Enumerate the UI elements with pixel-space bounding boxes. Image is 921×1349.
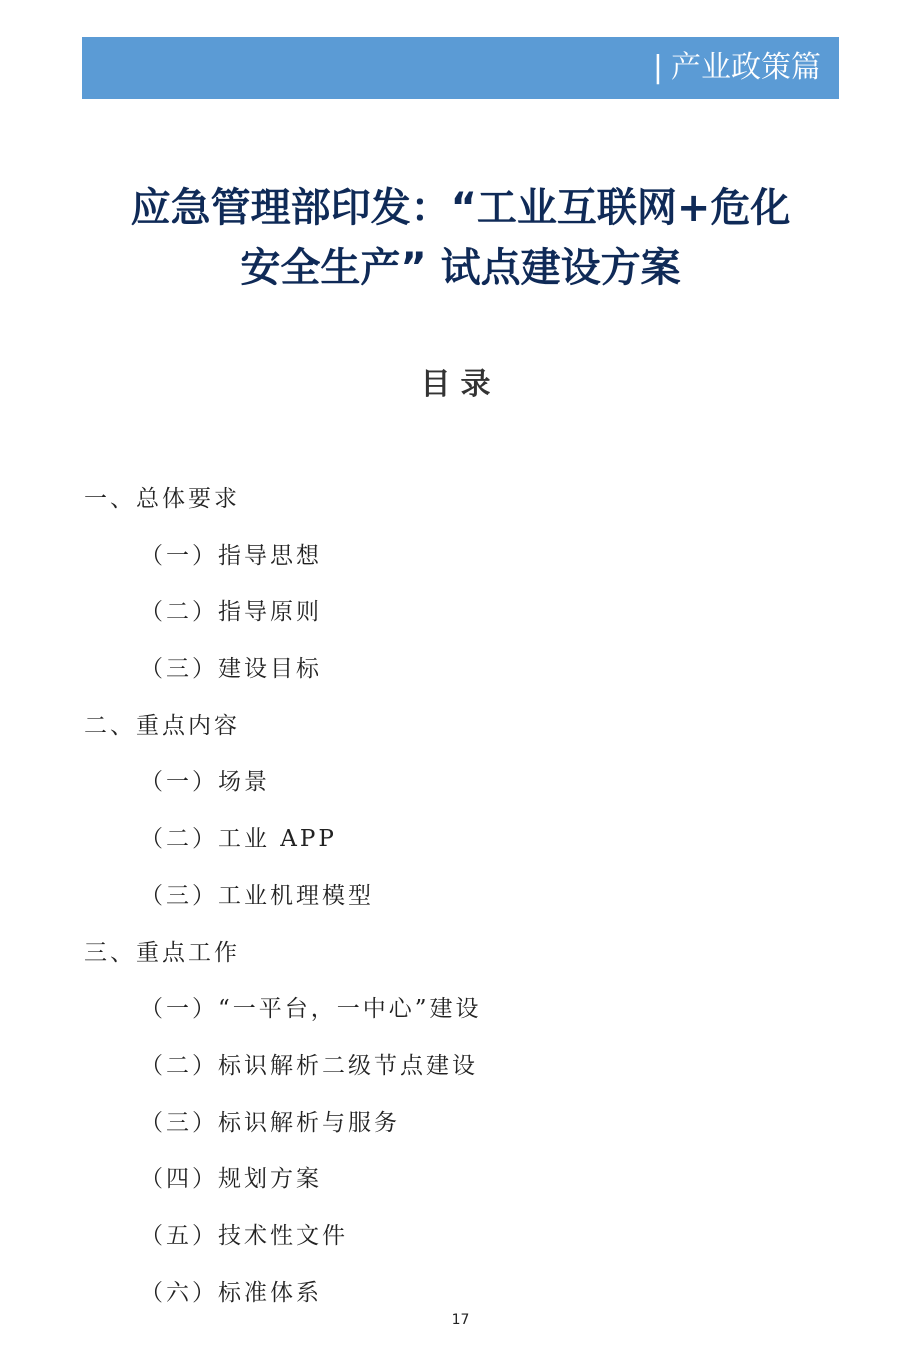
toc-subsection-item: （二）指导原则 [140,599,322,626]
header-bar [82,37,839,99]
section-header [653,50,821,86]
document-title [60,178,861,298]
toc-heading: 目录 [420,367,501,402]
page-number: 17 [451,1312,470,1328]
toc-subsection-item: （三）建设目标 [140,656,322,683]
toc-subsection-item: （一）指导思想 [140,542,322,569]
toc-subsection-item: （一）“一平台，一中心”建设 [140,996,482,1023]
toc-subsection-item: （四）规划方案 [140,1166,322,1193]
document-title-line-1: 应急管理部印发：“工业互联网+危化 [130,185,791,231]
toc-subsection-item: （五）技术性文件 [140,1222,348,1249]
toc-section-item: 一、总体要求 [84,486,240,512]
toc-section-item: 二、重点内容 [84,712,240,739]
toc-subsection-item: （一）场景 [140,769,270,796]
table-of-contents [84,479,844,1329]
section-label: 产业政策篇 [671,50,821,85]
toc-subsection-item: （二）工业 APP [140,826,337,853]
header-separator: | [652,50,663,85]
document-title-line-2: 安全生产” 试点建设方案 [240,245,681,291]
toc-subsection-item: （三）工业机理模型 [140,882,374,909]
toc-section-item: 三、重点工作 [84,939,240,966]
toc-subsection-item: （二）标识解析二级节点建设 [140,1052,478,1079]
toc-subsection-item: （六）标准体系 [140,1279,322,1306]
toc-subsection-item: （三）标识解析与服务 [140,1109,400,1136]
